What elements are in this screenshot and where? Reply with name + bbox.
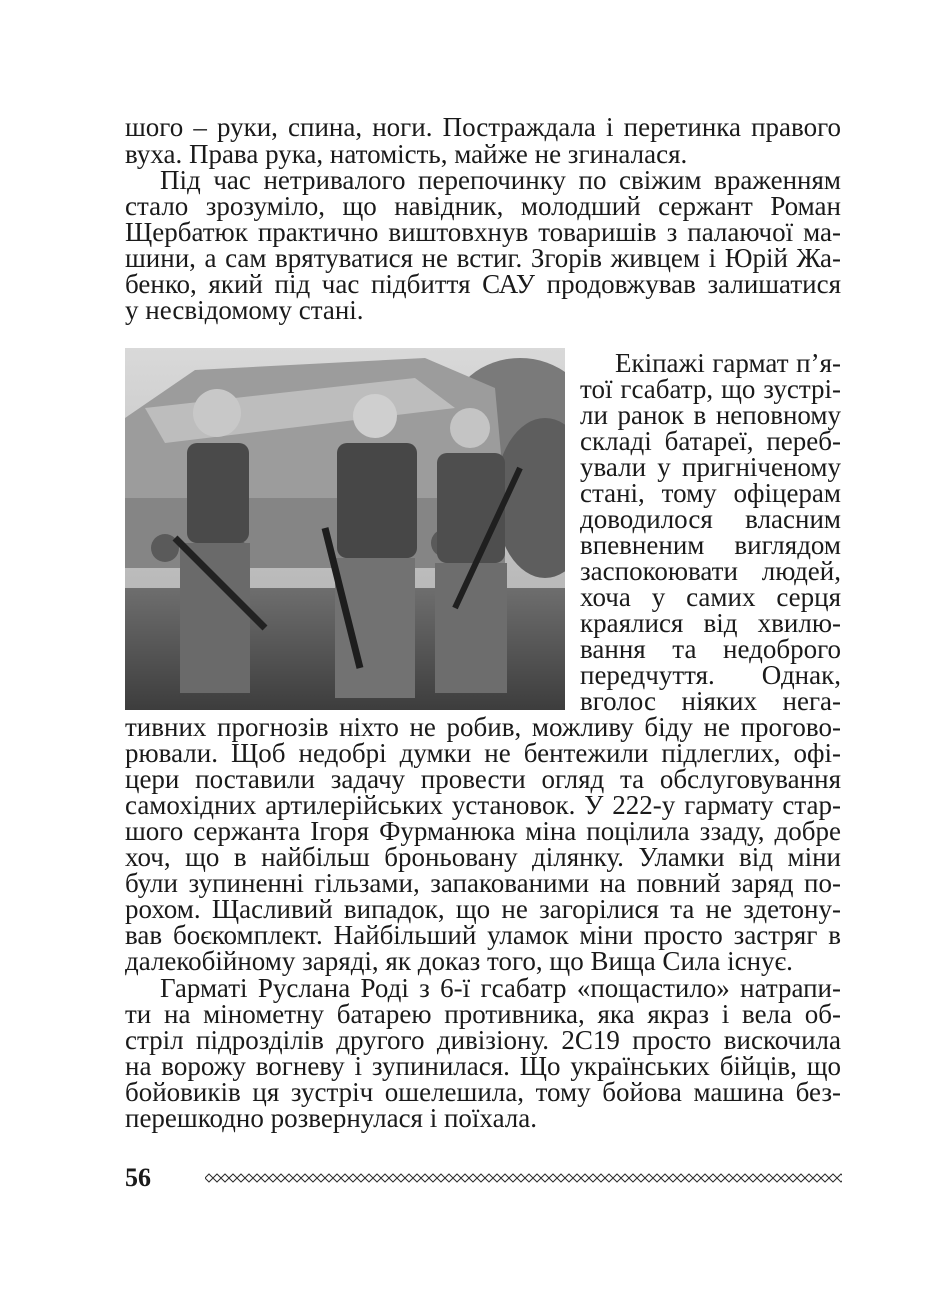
text-line: стріл підрозділів другого дивізіону. 2С19 просто вискочила [125, 1025, 841, 1055]
text-line: бойовиків ця зустріч ошелешила, тому бойова машина без- [125, 1077, 841, 1107]
text-line: Щербатюк практично виштовхнув товаришів з палаючої ма- [125, 217, 841, 247]
text-line: складі батареї, переб- [580, 426, 841, 456]
soldiers-photo [125, 348, 565, 710]
footer-ornament-divider [205, 1173, 842, 1183]
text-line: хоча у самих серця [580, 582, 841, 612]
text-line: ти на мінометну батарею противника, яка якраз і вела об- [125, 999, 841, 1029]
text-line: шини, а сам врятуватися не встиг. Згорів живцем і Юрій Жа- [125, 243, 841, 273]
text-line: передчуття. Однак, [580, 660, 841, 690]
text-line: стані, тому офіцерам [580, 478, 841, 508]
text-line: краялися від хвилю- [580, 608, 841, 638]
text-line: далекобійному заряді, як доказ того, що Вища Сила існує. [125, 946, 793, 976]
text-line: рювали. Щоб недобрі думки не бентежили підлеглих, офі- [125, 738, 841, 768]
text-line: впевненим виглядом [580, 530, 841, 560]
text-line: вав боєкомплект. Найбільший уламок міни просто застряг в [125, 920, 841, 950]
text-line: рохом. Щасливий випадок, що не загорілися та не здетону- [125, 894, 841, 924]
photo-illustration [125, 348, 565, 710]
text-line: вуха. Права рука, натомість, майже не згиналася. [125, 139, 688, 169]
text-line: перешкодно розвернулася і поїхала. [125, 1103, 538, 1133]
text-line: цери поставили задачу провести огляд та обслуговування [125, 764, 841, 794]
text-line: ували у пригніченому [580, 452, 841, 482]
text-line: тої гсабатр, що зустрі- [580, 374, 841, 404]
text-line: шого сержанта Ігоря Фурманюка міна поцілила ззаду, добре [125, 816, 841, 846]
text-line: тивних прогнозів ніхто не робив, можливу біду не прогово- [125, 712, 841, 742]
text-line: вголос ніяких нега- [580, 686, 841, 716]
text-line: ли ранок в неповному [580, 400, 841, 430]
text-line: Під час нетривалого перепочинку по свіжим враженням [160, 165, 841, 195]
text-line: Гарматі Руслана Роді з 6-ї гсабатр «пощастило» натрапи- [160, 973, 841, 1003]
page-number: 56 [125, 1163, 151, 1192]
text-line: у несвідомому стані. [125, 295, 364, 325]
text-line: заспокоювати людей, [580, 556, 841, 586]
text-line: були зупиненні гільзами, запакованими на повний заряд по- [125, 868, 841, 898]
text-line: шого – руки, спина, ноги. Постраждала і перетинка правого [125, 112, 841, 142]
text-line: вання та недоброго [580, 634, 841, 664]
text-line: стало зрозуміло, що навідник, молодший сержант Роман [125, 191, 841, 221]
text-line: доводилося власним [580, 504, 841, 534]
text-line: на ворожу вогневу і зупинилася. Що українських бійців, що [125, 1051, 841, 1081]
text-line: самохідних артилерійських установок. У 222-у гармату стар- [125, 790, 841, 820]
text-line: бенко, який під час підбиття САУ продовжував залишатися [125, 269, 841, 299]
text-line: хоч, що в найбільш броньовану ділянку. Уламки від міни [125, 842, 841, 872]
text-line: Екіпажі гармат п’я- [615, 348, 841, 378]
